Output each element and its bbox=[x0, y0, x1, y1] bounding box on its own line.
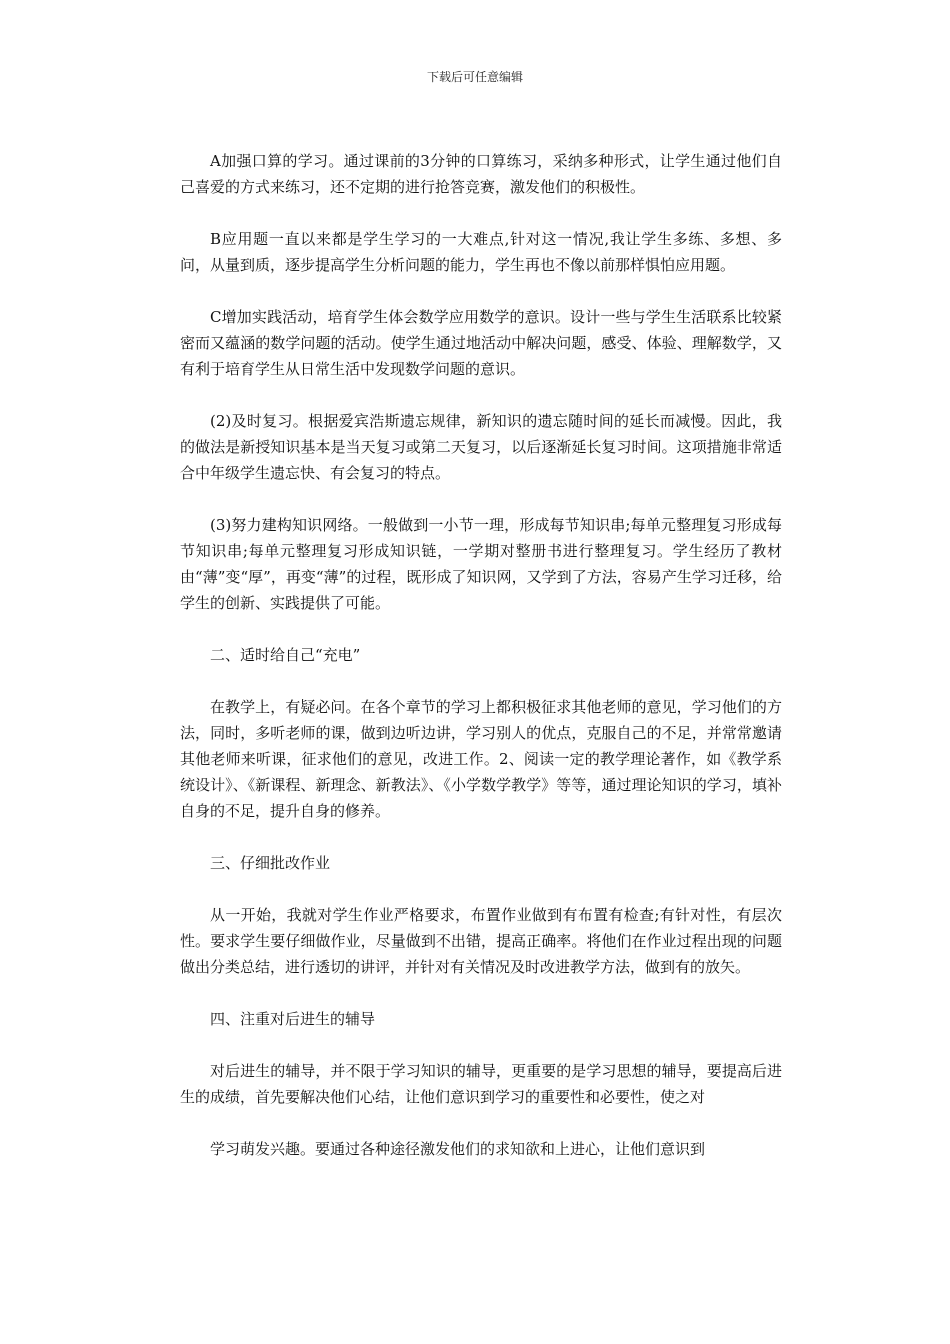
section-heading-recharge: 二、适时给自己“充电” bbox=[210, 646, 361, 664]
paragraph-ask-questions: 在教学上，有疑必问。在各个章节的学习上都积极征求其他老师的意见，学习他们的方法，同时，多听老师的课，做到边听边讲，学习别人的优点，克服自己的不足，并常常邀请其他老师来听课，征求他们的意见，改进工作。2、阅读一定的教学理论著作，如《教学系统设计》、《新课程、新理念、新教法》、《小学数学教学》等等，通过理论知识的学习，填补自身的不足，提升自身的修养。 bbox=[180, 698, 782, 820]
paragraph-word-problems: B应用题一直以来都是学生学习的一大难点,针对这一情况,我让学生多练、多想、多问，从量到质，逐步提高学生分析问题的能力，学生再也不像以前那样惧怕应用题。 bbox=[180, 230, 782, 274]
paragraph-practice-activities: C增加实践活动，培育学生体会数学应用数学的意识。设计一些与学生生活联系比较紧密而又蕴涵的数学问题的活动。使学生通过地活动中解决问题，感受、体验、理解数学，又有利于培育学生从日常生活中发现数学问题的意识。 bbox=[180, 308, 782, 378]
section-heading-struggling-students: 四、注重对后进生的辅导 bbox=[210, 1010, 376, 1028]
paragraph-struggling-students: 对后进生的辅导，并不限于学习知识的辅导，更重要的是学习思想的辅导，要提高后进生的成绩，首先要解决他们心结，让他们意识到学习的重要性和必要性，使之对 bbox=[180, 1062, 782, 1106]
document-body bbox=[180, 148, 782, 1188]
paragraph-knowledge-network: (3)努力建构知识网络。一般做到一小节一理，形成每节知识串;每单元整理复习形成每节知识串;每单元整理复习形成知识链，一学期对整册书进行整理复习。学生经历了教材由“薄”变“厚”，再变“薄”的过程，既形成了知识网，又学到了方法，容易产生学习迁移，给学生的创新、实践提供了可能。 bbox=[180, 516, 782, 612]
paragraph-interest: 学习萌发兴趣。要通过各种途径激发他们的求知欲和上进心，让他们意识到 bbox=[210, 1140, 706, 1158]
page-header: 下载后可任意编辑 bbox=[426, 70, 523, 84]
section-heading-homework: 三、仔细批改作业 bbox=[210, 854, 331, 872]
paragraph-oral-arithmetic: A加强口算的学习。通过课前的3分钟的口算练习，采纳多种形式，让学生通过他们自己喜爱的方式来练习，还不定期的进行抢答竞赛，激发他们的积极性。 bbox=[180, 152, 782, 196]
paragraph-homework: 从一开始，我就对学生作业严格要求，布置作业做到有布置有检查;有针对性，有层次性。要求学生要仔细做作业，尽量做到不出错，提高正确率。将他们在作业过程出现的问题做出分类总结，进行透切的讲评，并针对有关情况及时改进教学方法，做到有的放矢。 bbox=[180, 906, 782, 976]
paragraph-timely-review: (2)及时复习。根据爱宾浩斯遗忘规律，新知识的遗忘随时间的延长而减慢。因此，我的做法是新授知识基本是当天复习或第二天复习，以后逐渐延长复习时间。这项措施非常适合中年级学生遗忘快、有会复习的特点。 bbox=[180, 412, 782, 482]
